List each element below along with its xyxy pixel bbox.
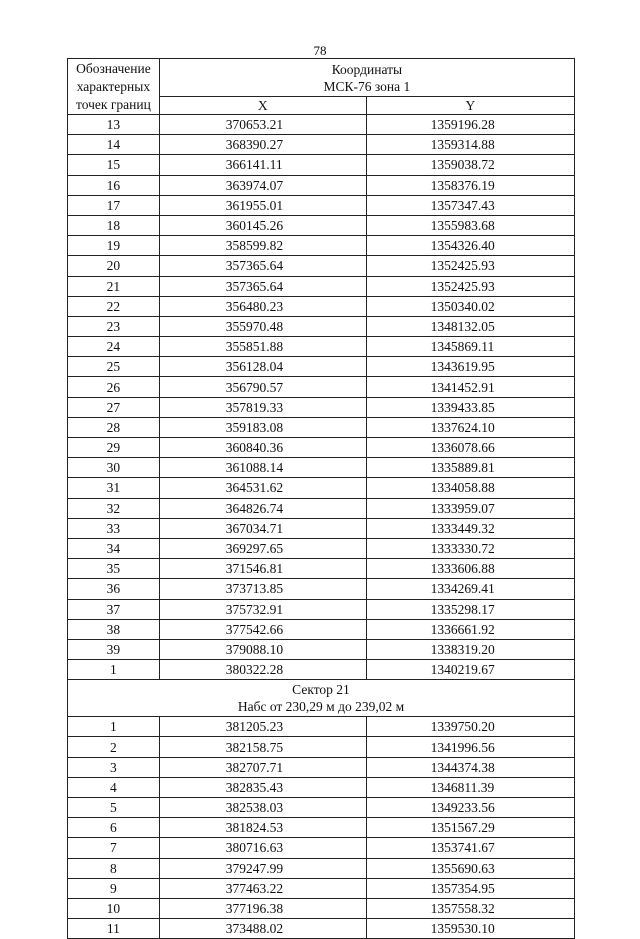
x-coordinate: 366141.11 — [159, 155, 366, 175]
point-number: 21 — [68, 276, 160, 296]
x-coordinate: 379088.10 — [159, 639, 366, 659]
point-number: 32 — [68, 498, 160, 518]
y-coordinate: 1335298.17 — [366, 599, 574, 619]
table-row — [68, 858, 575, 878]
point-number: 24 — [68, 337, 160, 357]
point-number: 30 — [68, 458, 160, 478]
point-number: 15 — [68, 155, 160, 175]
x-coordinate: 379247.99 — [159, 858, 366, 878]
point-number: 29 — [68, 438, 160, 458]
header-line: Обозначение — [76, 61, 151, 76]
x-coordinate: 369297.65 — [159, 538, 366, 558]
point-number: 13 — [68, 115, 160, 135]
y-coordinate: 1333959.07 — [366, 498, 574, 518]
x-coordinate: 355970.48 — [159, 316, 366, 336]
y-coordinate: 1354326.40 — [366, 236, 574, 256]
x-coordinate: 356480.23 — [159, 296, 366, 316]
x-coordinate: 361088.14 — [159, 458, 366, 478]
y-coordinate: 1352425.93 — [366, 276, 574, 296]
point-number: 27 — [68, 397, 160, 417]
x-coordinate: 370653.21 — [159, 115, 366, 135]
point-number: 33 — [68, 518, 160, 538]
page-number: 78 — [313, 43, 327, 58]
x-coordinate: 382835.43 — [159, 777, 366, 797]
sector-subtitle: Набс от 230,29 м до 239,02 м — [237, 699, 405, 715]
table-row — [68, 296, 575, 316]
point-number: 17 — [68, 195, 160, 215]
y-coordinate: 1357354.95 — [366, 878, 574, 898]
table-row — [68, 135, 575, 155]
y-coordinate: 1340219.67 — [366, 660, 574, 680]
table-row — [68, 619, 575, 639]
x-coordinate: 375732.91 — [159, 599, 366, 619]
point-number: 14 — [68, 135, 160, 155]
x-coordinate: 356128.04 — [159, 357, 366, 377]
table-row — [68, 458, 575, 478]
sector-title: Сектор 21 — [292, 682, 350, 698]
table-row — [68, 276, 575, 296]
x-header: X — [159, 97, 366, 115]
header-row — [68, 59, 575, 97]
x-coordinate: 360840.36 — [159, 438, 366, 458]
y-coordinate: 1359314.88 — [366, 135, 574, 155]
point-number: 1 — [68, 660, 160, 680]
x-coordinate: 357365.64 — [159, 276, 366, 296]
x-coordinate: 377463.22 — [159, 878, 366, 898]
y-coordinate: 1334269.41 — [366, 579, 574, 599]
x-coordinate: 363974.07 — [159, 175, 366, 195]
x-coordinate: 358599.82 — [159, 236, 366, 256]
table-row — [68, 919, 575, 939]
table-row — [68, 397, 575, 417]
x-coordinate: 382538.03 — [159, 798, 366, 818]
coordinates-header — [159, 59, 574, 97]
header-line: характерных — [76, 79, 151, 94]
point-number: 9 — [68, 878, 160, 898]
table-row — [68, 838, 575, 858]
y-coordinate: 1335889.81 — [366, 458, 574, 478]
table-row — [68, 438, 575, 458]
x-coordinate: 368390.27 — [159, 135, 366, 155]
y-header: Y — [366, 97, 574, 115]
x-coordinate: 357365.64 — [159, 256, 366, 276]
table-row — [68, 498, 575, 518]
y-coordinate: 1337624.10 — [366, 417, 574, 437]
y-coordinate: 1346811.39 — [366, 777, 574, 797]
y-coordinate: 1350340.02 — [366, 296, 574, 316]
table-row — [68, 518, 575, 538]
y-coordinate: 1357558.32 — [366, 898, 574, 918]
y-coordinate: 1336078.66 — [366, 438, 574, 458]
x-coordinate: 361955.01 — [159, 195, 366, 215]
table-row — [68, 538, 575, 558]
point-number: 34 — [68, 538, 160, 558]
table-row — [68, 777, 575, 797]
table-row — [68, 898, 575, 918]
x-coordinate: 357819.33 — [159, 397, 366, 417]
y-coordinate: 1359196.28 — [366, 115, 574, 135]
x-coordinate: 380322.28 — [159, 660, 366, 680]
table-row — [68, 175, 575, 195]
y-coordinate: 1352425.93 — [366, 256, 574, 276]
table-row — [68, 798, 575, 818]
y-coordinate: 1338319.20 — [366, 639, 574, 659]
coordinate-system: МСК-76 зона 1 — [323, 78, 411, 94]
table-row — [68, 757, 575, 777]
y-coordinate: 1339750.20 — [366, 717, 574, 737]
point-number: 1 — [68, 717, 160, 737]
table-row — [68, 417, 575, 437]
table-row — [68, 115, 575, 135]
table-row — [68, 337, 575, 357]
point-number: 19 — [68, 236, 160, 256]
table-row — [68, 717, 575, 737]
table-row — [68, 737, 575, 757]
y-coordinate: 1353741.67 — [366, 838, 574, 858]
x-coordinate: 364826.74 — [159, 498, 366, 518]
y-coordinate: 1359038.72 — [366, 155, 574, 175]
y-coordinate: 1355983.68 — [366, 215, 574, 235]
point-number: 20 — [68, 256, 160, 276]
y-coordinate: 1333606.88 — [366, 559, 574, 579]
point-number: 18 — [68, 215, 160, 235]
table-row — [68, 316, 575, 336]
point-number: 23 — [68, 316, 160, 336]
y-coordinate: 1333449.32 — [366, 518, 574, 538]
x-coordinate: 381824.53 — [159, 818, 366, 838]
sector-row — [68, 680, 575, 717]
table-row — [68, 155, 575, 175]
x-coordinate: 359183.08 — [159, 417, 366, 437]
point-number: 26 — [68, 377, 160, 397]
x-coordinate: 364531.62 — [159, 478, 366, 498]
sector-heading — [68, 680, 575, 717]
x-coordinate: 377542.66 — [159, 619, 366, 639]
point-number: 28 — [68, 417, 160, 437]
point-number: 39 — [68, 639, 160, 659]
point-number: 8 — [68, 858, 160, 878]
x-coordinate: 382158.75 — [159, 737, 366, 757]
point-number: 22 — [68, 296, 160, 316]
point-number: 38 — [68, 619, 160, 639]
table-row — [68, 559, 575, 579]
table-row — [68, 579, 575, 599]
y-coordinate: 1358376.19 — [366, 175, 574, 195]
y-coordinate: 1357347.43 — [366, 195, 574, 215]
x-coordinate: 373488.02 — [159, 919, 366, 939]
point-number: 4 — [68, 777, 160, 797]
y-coordinate: 1341996.56 — [366, 737, 574, 757]
x-coordinate: 356790.57 — [159, 377, 366, 397]
y-coordinate: 1348132.05 — [366, 316, 574, 336]
y-coordinate: 1341452.91 — [366, 377, 574, 397]
table-row — [68, 215, 575, 235]
point-number: 10 — [68, 898, 160, 918]
table-row — [68, 639, 575, 659]
point-number: 7 — [68, 838, 160, 858]
x-coordinate: 367034.71 — [159, 518, 366, 538]
table-row — [68, 236, 575, 256]
point-number: 2 — [68, 737, 160, 757]
table-row — [68, 195, 575, 215]
point-number: 3 — [68, 757, 160, 777]
y-coordinate: 1336661.92 — [366, 619, 574, 639]
point-designation-header — [68, 59, 160, 115]
y-coordinate: 1359530.10 — [366, 919, 574, 939]
table-row — [68, 357, 575, 377]
y-coordinate: 1339433.85 — [366, 397, 574, 417]
table-row — [68, 256, 575, 276]
table-row — [68, 377, 575, 397]
point-number: 31 — [68, 478, 160, 498]
x-coordinate: 373713.85 — [159, 579, 366, 599]
table-row — [68, 818, 575, 838]
y-coordinate: 1334058.88 — [366, 478, 574, 498]
table-row — [68, 660, 575, 680]
point-number: 11 — [68, 919, 160, 939]
point-number: 6 — [68, 818, 160, 838]
coordinates-title: Координаты — [331, 61, 403, 77]
y-coordinate: 1351567.29 — [366, 818, 574, 838]
y-coordinate: 1355690.63 — [366, 858, 574, 878]
header-line: точек границ — [76, 97, 151, 112]
table-row — [68, 478, 575, 498]
x-coordinate: 382707.71 — [159, 757, 366, 777]
x-coordinate: 355851.88 — [159, 337, 366, 357]
coordinates-table — [67, 58, 575, 939]
point-number: 25 — [68, 357, 160, 377]
x-coordinate: 381205.23 — [159, 717, 366, 737]
table-row — [68, 599, 575, 619]
x-coordinate: 360145.26 — [159, 215, 366, 235]
y-coordinate: 1349233.56 — [366, 798, 574, 818]
x-coordinate: 371546.81 — [159, 559, 366, 579]
point-number: 35 — [68, 559, 160, 579]
x-coordinate: 380716.63 — [159, 838, 366, 858]
y-coordinate: 1333330.72 — [366, 538, 574, 558]
y-coordinate: 1345869.11 — [366, 337, 574, 357]
x-coordinate: 377196.38 — [159, 898, 366, 918]
point-number: 16 — [68, 175, 160, 195]
table-row — [68, 878, 575, 898]
point-number: 37 — [68, 599, 160, 619]
point-number: 5 — [68, 798, 160, 818]
y-coordinate: 1344374.38 — [366, 757, 574, 777]
point-number: 36 — [68, 579, 160, 599]
y-coordinate: 1343619.95 — [366, 357, 574, 377]
